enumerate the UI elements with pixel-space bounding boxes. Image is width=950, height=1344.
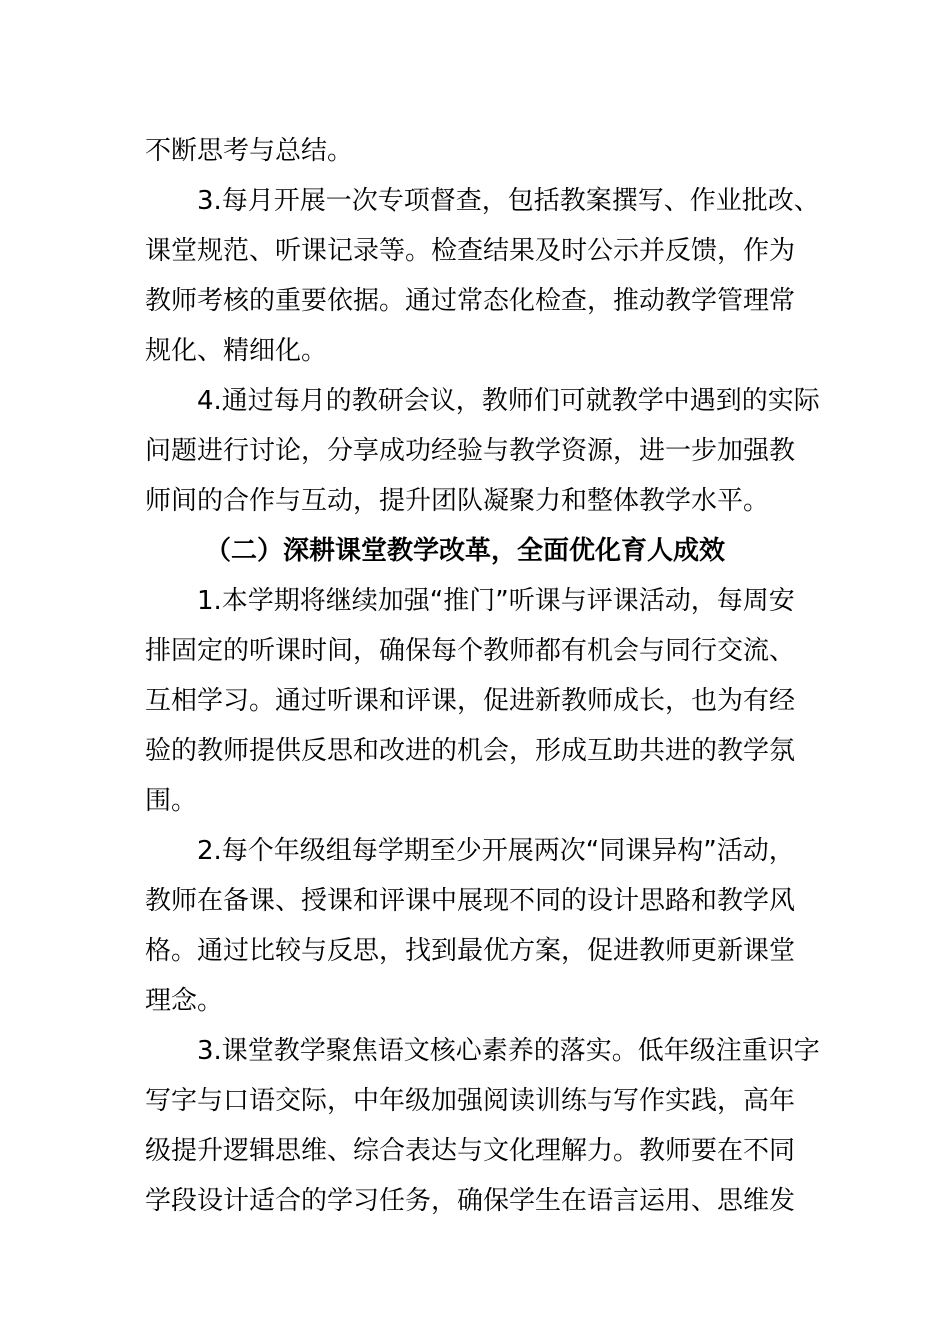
text-line: 级提升逻辑思维、综合表达与文化理解力。教师要在不同 [145, 1136, 796, 1166]
text-line: 1.本学期将继续加强“推门”听课与评课活动，每周安 [197, 586, 795, 616]
text-line: 问题进行讨论，分享成功经验与教学资源，进一步加强教 [145, 436, 796, 466]
text-line: 3.课堂教学聚焦语文核心素养的落实。低年级注重识字 [197, 1036, 820, 1066]
text-line: 学段设计适合的学习任务，确保学生在语言运用、思维发 [145, 1186, 796, 1216]
text-line: 师间的合作与互动，提升团队凝聚力和整体教学水平。 [145, 486, 770, 516]
text-line: 教师考核的重要依据。通过常态化检查，推动教学管理常 [145, 286, 796, 316]
text-line: 验的教师提供反思和改进的机会，形成互助共进的教学氛 [145, 736, 796, 766]
text-line: 互相学习。通过听课和评课，促进新教师成长，也为有经 [145, 686, 796, 716]
text-line: 教师在备课、授课和评课中展现不同的设计思路和教学风 [145, 886, 796, 916]
text-line: 排固定的听课时间，确保每个教师都有机会与同行交流、 [145, 636, 796, 666]
text-line: 围。 [145, 786, 198, 816]
text-line: 规化、精细化。 [145, 336, 328, 366]
text-line: 2.每个年级组每学期至少开展两次“同课异构”活动， [197, 836, 795, 866]
text-line: 4.通过每月的教研会议，教师们可就教学中遇到的实际 [197, 386, 820, 416]
text-line: 3.每月开展一次专项督查，包括教案撰写、作业批改、 [197, 186, 820, 216]
text-line: 格。通过比较与反思，找到最优方案，促进教师更新课堂 [145, 936, 796, 966]
text-line: 理念。 [145, 986, 224, 1016]
section-heading: （二）深耕课堂教学改革，全面优化育人成效 [205, 536, 726, 566]
text-line: 写字与口语交际，中年级加强阅读训练与写作实践，高年 [145, 1086, 796, 1116]
text-line: 课堂规范、听课记录等。检查结果及时公示并反馈，作为 [145, 236, 796, 266]
text-line: 不断思考与总结。 [145, 136, 354, 166]
